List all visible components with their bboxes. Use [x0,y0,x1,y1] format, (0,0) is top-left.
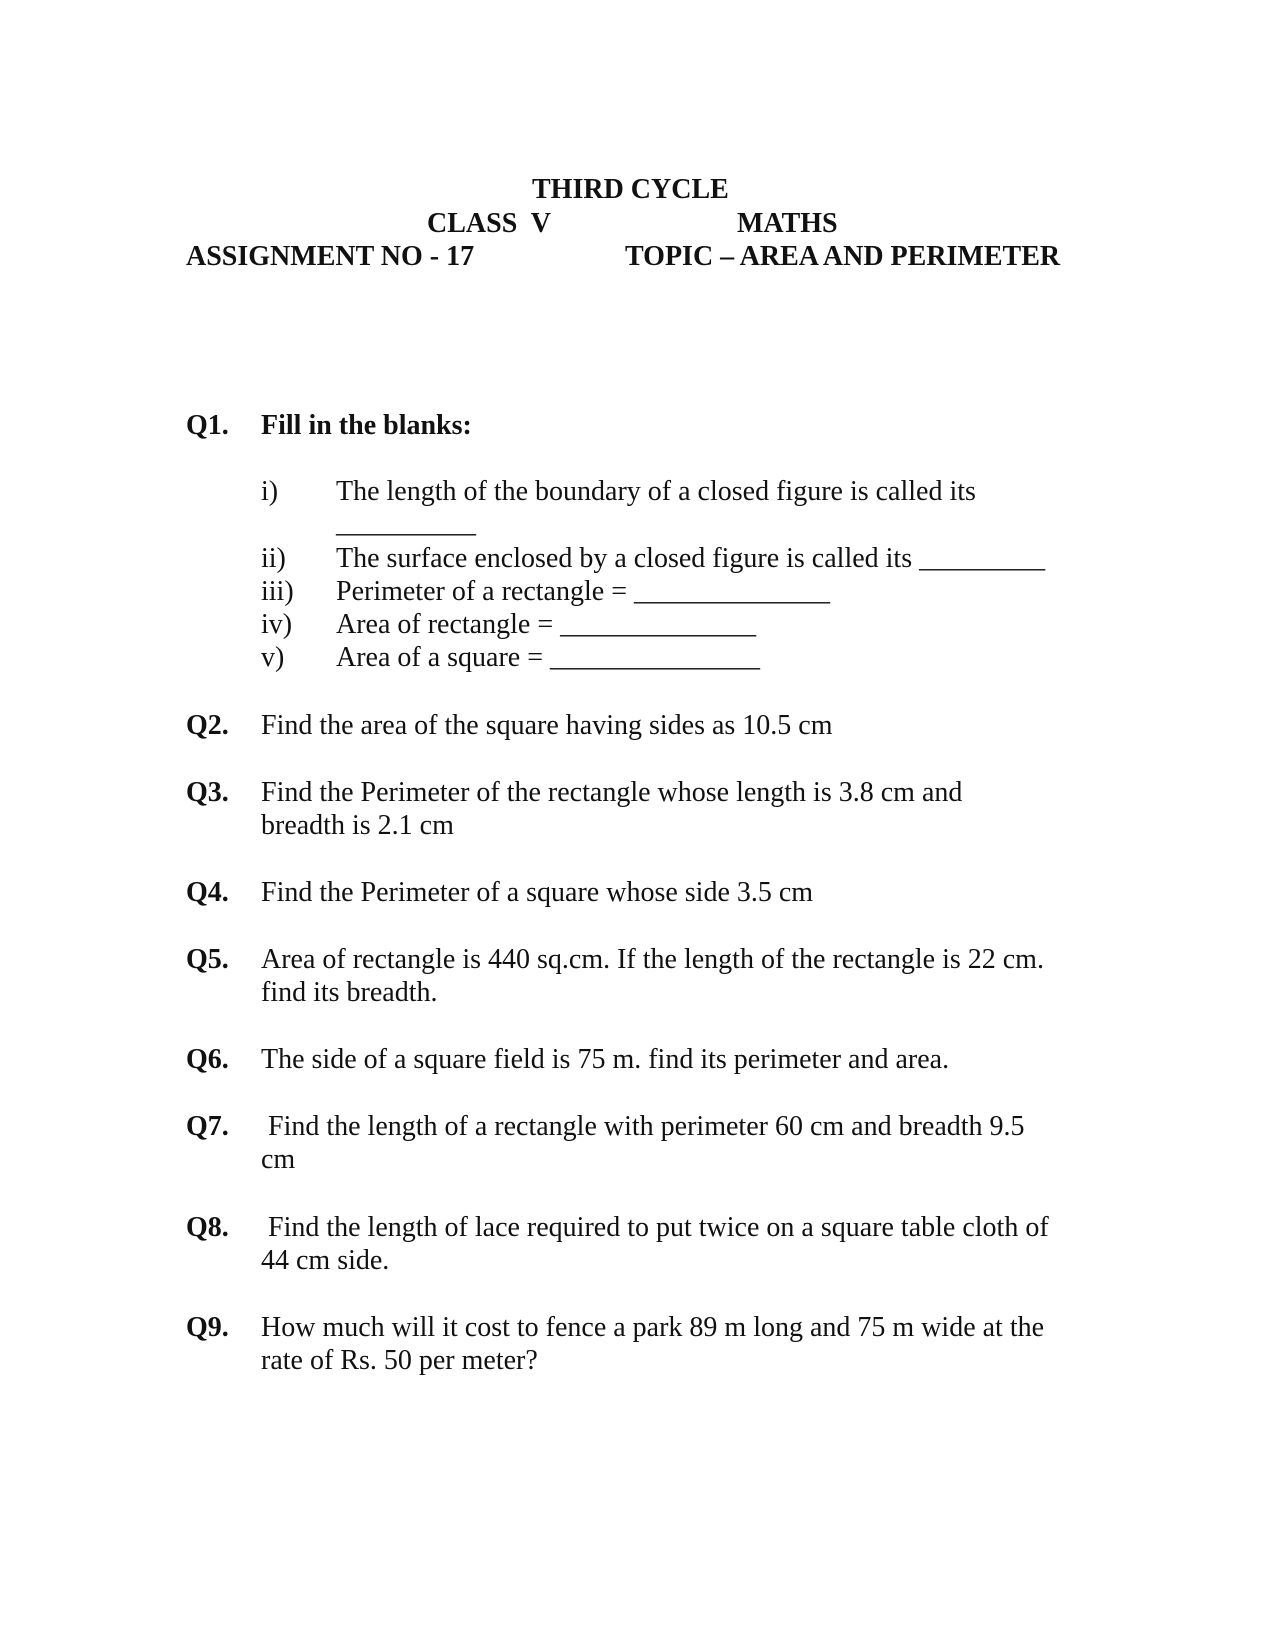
q6-number: Q6. [186,1044,229,1075]
q1-title: Fill in the blanks: [261,410,472,441]
header-subject: MATHS [737,208,838,239]
q1-item-text: Area of a square = _______________ [336,642,761,673]
q1-item-label: ii) [261,543,286,574]
header-class: CLASS V [427,208,551,239]
q8-line: 44 cm side. [261,1245,390,1276]
q7-number: Q7. [186,1111,229,1142]
q9-line: rate of Rs. 50 per meter? [261,1345,538,1376]
q6-line: The side of a square field is 75 m. find its perimeter and area. [261,1044,950,1075]
q1-item-text: The length of the boundary of a closed figure is called its [336,476,976,507]
header-topic: TOPIC – AREA AND PERIMETER [625,241,1061,272]
q3-line: Find the Perimeter of the rectangle whose length is 3.8 cm and [261,777,963,808]
q5-line: Area of rectangle is 440 sq.cm. If the length of the rectangle is 22 cm. [261,944,1044,975]
q7-line: cm [261,1144,296,1175]
q1-item-label: i) [261,476,279,507]
q1-item-label: iv) [261,609,293,640]
q3-number: Q3. [186,777,229,808]
q1-item-text: The surface enclosed by a closed figure is called its _________ [336,543,1046,574]
q4-number: Q4. [186,877,229,908]
q8-line: Find the length of lace required to put twice on a square table cloth of [261,1212,1049,1243]
q1-item-label: iii) [261,576,294,607]
q1-item-label: v) [261,642,285,673]
q5-line: find its breadth. [261,977,438,1008]
q2-line: Find the area of the square having sides as 10.5 cm [261,710,833,741]
q4-line: Find the Perimeter of a square whose side 3.5 cm [261,877,814,908]
q9-line: How much will it cost to fence a park 89 m long and 75 m wide at the [261,1312,1045,1343]
q1-number: Q1. [186,410,229,441]
q1-item-blank: __________ [336,508,476,539]
q2-number: Q2. [186,710,229,741]
q5-number: Q5. [186,944,229,975]
q8-number: Q8. [186,1212,229,1243]
q7-line: Find the length of a rectangle with perimeter 60 cm and breadth 9.5 [261,1111,1025,1142]
header-cycle: THIRD CYCLE [532,174,729,205]
q3-line: breadth is 2.1 cm [261,810,454,841]
header-assignment: ASSIGNMENT NO - 17 [186,241,475,272]
q9-number: Q9. [186,1312,229,1343]
q1-item-text: Perimeter of a rectangle = ______________ [336,576,830,607]
q1-item-text: Area of rectangle = ______________ [336,609,757,640]
